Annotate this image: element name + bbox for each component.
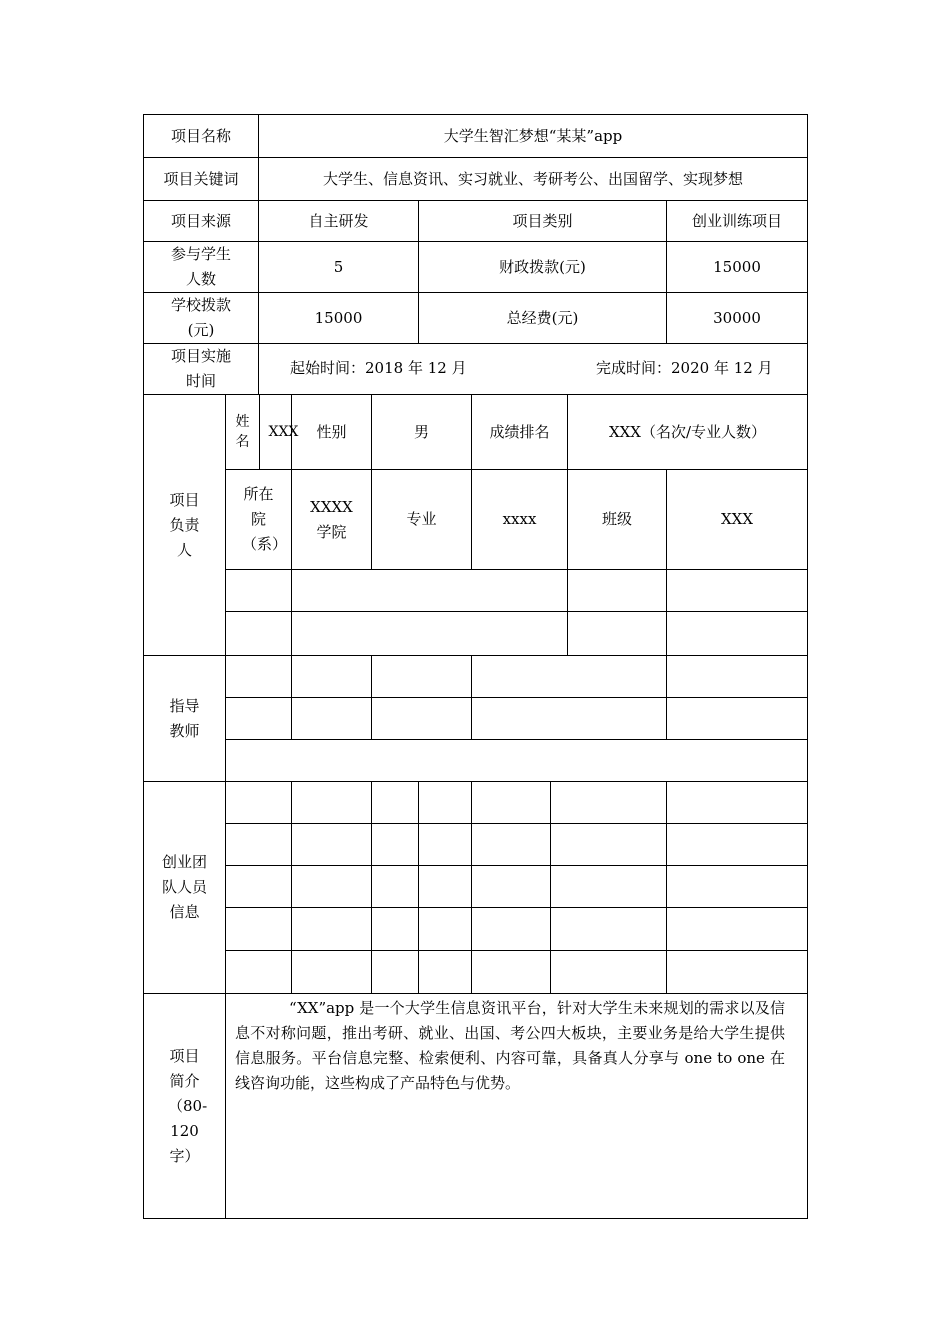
team-empty-cell <box>291 781 372 824</box>
leader-empty-cell <box>666 611 808 656</box>
total-label: 总经费(元) <box>418 292 667 344</box>
team-empty-cell <box>418 781 472 824</box>
source-value: 自主研发 <box>258 200 419 242</box>
keywords-label: 项目关键词 <box>143 157 259 201</box>
source-label: 项目来源 <box>143 200 259 242</box>
advisor-empty-cell <box>471 655 667 698</box>
team-empty-cell <box>371 781 419 824</box>
category-value: 创业训练项目 <box>666 200 808 242</box>
team-empty-cell <box>471 950 551 994</box>
students-label: 参与学生人数 <box>143 241 259 293</box>
leader-empty-cell <box>666 569 808 612</box>
team-empty-cell <box>225 907 292 951</box>
advisor-empty-cell <box>225 739 808 782</box>
school-label: 学校拨款(元) <box>143 292 259 344</box>
advisor-empty-cell <box>225 697 292 740</box>
team-empty-cell <box>291 823 372 866</box>
project-name-value: 大学生智汇梦想“某某”app <box>258 114 808 158</box>
team-empty-cell <box>418 823 472 866</box>
advisor-section-label: 指导教师 <box>143 655 226 782</box>
team-empty-cell <box>225 865 292 908</box>
team-empty-cell <box>666 907 808 951</box>
period-label: 项目实施时间 <box>143 343 259 395</box>
team-empty-cell <box>666 865 808 908</box>
intro-label-note: （80-120 字） <box>168 1096 208 1165</box>
leader-empty-cell <box>567 569 667 612</box>
fiscal-value: 15000 <box>666 241 808 293</box>
school-value: 15000 <box>258 292 419 344</box>
leader-rank-value: XXX（名次/专业人数） <box>567 394 808 470</box>
leader-major-label: 专业 <box>371 469 472 570</box>
students-value: 5 <box>258 241 419 293</box>
intro-text: “XX”app 是一个大学生信息资讯平台，针对大学生未来规划的需求以及信息不对称问题，推出考研、就业、出国、考公四大板块，主要业务是给大学生提供信息服务。平台信息完整、检索便利、内容可靠，具备真人分享与 one to one 在线咨询功能，这些构成了产品特色与优势。 <box>235 999 785 1092</box>
end-time: 完成时间：2020 年 12 月 <box>596 359 773 377</box>
team-empty-cell <box>550 950 667 994</box>
team-empty-cell <box>471 823 551 866</box>
team-empty-cell <box>371 823 419 866</box>
advisor-empty-cell <box>371 697 472 740</box>
advisor-empty-cell <box>291 655 372 698</box>
intro-label <box>143 993 226 1219</box>
team-empty-cell <box>666 781 808 824</box>
team-section-label: 创业团队人员信息 <box>143 781 226 994</box>
team-empty-cell <box>291 907 372 951</box>
team-empty-cell <box>550 907 667 951</box>
leader-college-label: 所在院（系） <box>225 469 292 570</box>
team-empty-cell <box>418 907 472 951</box>
project-name-label: 项目名称 <box>143 114 259 158</box>
advisor-empty-cell <box>225 655 292 698</box>
leader-major-value: xxxx <box>471 469 568 570</box>
leader-gender-label: 性别 <box>291 394 372 470</box>
leader-empty-cell <box>225 611 292 656</box>
team-empty-cell <box>550 865 667 908</box>
category-label: 项目类别 <box>418 200 667 242</box>
team-empty-cell <box>550 781 667 824</box>
team-empty-cell <box>550 823 667 866</box>
leader-class-value: XXX <box>666 469 808 570</box>
leader-section-label: 项目负责人 <box>143 394 226 656</box>
total-value: 30000 <box>666 292 808 344</box>
team-empty-cell <box>666 823 808 866</box>
intro-text-cell <box>225 993 808 1219</box>
team-empty-cell <box>471 865 551 908</box>
intro-label-title: 项目简介 <box>169 1046 200 1090</box>
advisor-empty-cell <box>371 655 472 698</box>
team-empty-cell <box>225 950 292 994</box>
team-empty-cell <box>371 865 419 908</box>
start-time: 起始时间：2018 年 12 月 <box>290 359 467 377</box>
advisor-empty-cell <box>666 655 808 698</box>
fiscal-label: 财政拨款(元) <box>418 241 667 293</box>
team-empty-cell <box>225 781 292 824</box>
leader-empty-cell <box>225 569 292 612</box>
leader-name-value: XXX <box>259 394 292 470</box>
leader-class-label: 班级 <box>567 469 667 570</box>
team-empty-cell <box>471 781 551 824</box>
team-empty-cell <box>666 950 808 994</box>
team-empty-cell <box>371 950 419 994</box>
leader-empty-cell <box>291 611 568 656</box>
team-empty-cell <box>471 907 551 951</box>
advisor-empty-cell <box>471 697 667 740</box>
advisor-empty-cell <box>291 697 372 740</box>
team-empty-cell <box>418 865 472 908</box>
leader-college-value: XXXX 学院 <box>291 469 372 570</box>
leader-empty-cell <box>567 611 667 656</box>
team-empty-cell <box>291 865 372 908</box>
team-empty-cell <box>291 950 372 994</box>
keywords-value: 大学生、信息资讯、实习就业、考研考公、出国留学、实现梦想 <box>258 157 808 201</box>
advisor-empty-cell <box>666 697 808 740</box>
leader-name-label: 姓名 <box>225 394 260 470</box>
leader-empty-cell <box>291 569 568 612</box>
team-empty-cell <box>225 823 292 866</box>
leader-rank-label: 成绩排名 <box>471 394 568 470</box>
team-empty-cell <box>418 950 472 994</box>
leader-gender-value: 男 <box>371 394 472 470</box>
team-empty-cell <box>371 907 419 951</box>
